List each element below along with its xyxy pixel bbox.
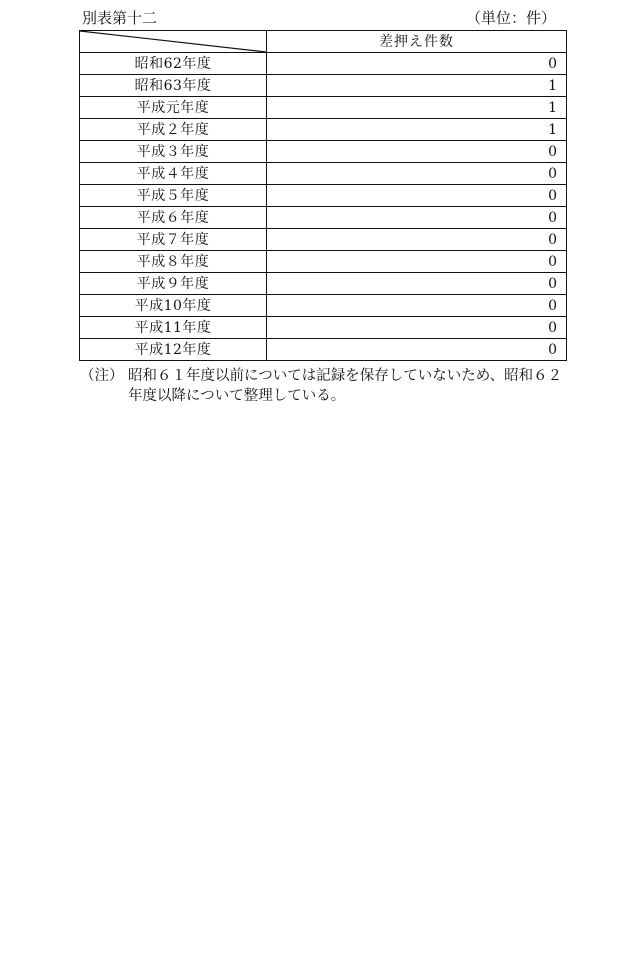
table-row xyxy=(80,251,567,273)
table-row xyxy=(80,163,567,185)
fiscal-year-cell: 平成元年度 xyxy=(80,97,267,119)
footnote-text: 昭和６１年度以前については記録を保存していないため、昭和６２年度以降について整理している。 xyxy=(128,368,563,404)
diagonal-line xyxy=(80,31,266,52)
table-row xyxy=(80,207,567,229)
footnote-label: （注） xyxy=(80,368,124,384)
table-row xyxy=(80,75,567,97)
fiscal-year-cell: 平成９年度 xyxy=(80,273,267,295)
seizure-count-cell: 1 xyxy=(267,119,567,141)
seizure-count-cell: 0 xyxy=(267,251,567,273)
table-row xyxy=(80,339,567,361)
seizure-count-cell: 0 xyxy=(267,53,567,75)
diagonal-corner-cell xyxy=(80,31,267,53)
seizure-count-cell: 0 xyxy=(267,207,567,229)
seizure-count-cell: 0 xyxy=(267,339,567,361)
column-header-seizures: 差押え件数 xyxy=(267,31,567,53)
table-row xyxy=(80,97,567,119)
table-row xyxy=(80,141,567,163)
table-row xyxy=(80,229,567,251)
seizure-count-cell: 0 xyxy=(267,141,567,163)
table-header-row xyxy=(80,31,567,53)
seizure-count-cell: 0 xyxy=(267,163,567,185)
seizure-count-cell: 0 xyxy=(267,317,567,339)
table-row xyxy=(80,273,567,295)
seizure-count-cell: 1 xyxy=(267,75,567,97)
fiscal-year-cell: 平成10年度 xyxy=(80,295,267,317)
fiscal-year-cell: 平成11年度 xyxy=(80,317,267,339)
fiscal-year-cell: 平成６年度 xyxy=(80,207,267,229)
seizure-count-cell: 0 xyxy=(267,185,567,207)
table-row xyxy=(80,53,567,75)
seizure-count-table xyxy=(79,30,567,361)
seizure-count-cell: 0 xyxy=(267,273,567,295)
table-row xyxy=(80,119,567,141)
table-body xyxy=(80,53,567,361)
fiscal-year-cell: 平成４年度 xyxy=(80,163,267,185)
table-row xyxy=(80,185,567,207)
footnote xyxy=(80,366,580,406)
fiscal-year-cell: 昭和62年度 xyxy=(80,53,267,75)
fiscal-year-cell: 平成12年度 xyxy=(80,339,267,361)
table-caption: 別表第十二 xyxy=(82,9,158,27)
seizure-count-cell: 0 xyxy=(267,295,567,317)
fiscal-year-cell: 平成７年度 xyxy=(80,229,267,251)
table-row xyxy=(80,295,567,317)
fiscal-year-cell: 昭和63年度 xyxy=(80,75,267,97)
fiscal-year-cell: 平成８年度 xyxy=(80,251,267,273)
seizure-count-cell: 0 xyxy=(267,229,567,251)
fiscal-year-cell: 平成２年度 xyxy=(80,119,267,141)
fiscal-year-cell: 平成３年度 xyxy=(80,141,267,163)
fiscal-year-cell: 平成５年度 xyxy=(80,185,267,207)
seizure-count-cell: 1 xyxy=(267,97,567,119)
unit-label: （単位：件） xyxy=(465,9,556,27)
table-row xyxy=(80,317,567,339)
